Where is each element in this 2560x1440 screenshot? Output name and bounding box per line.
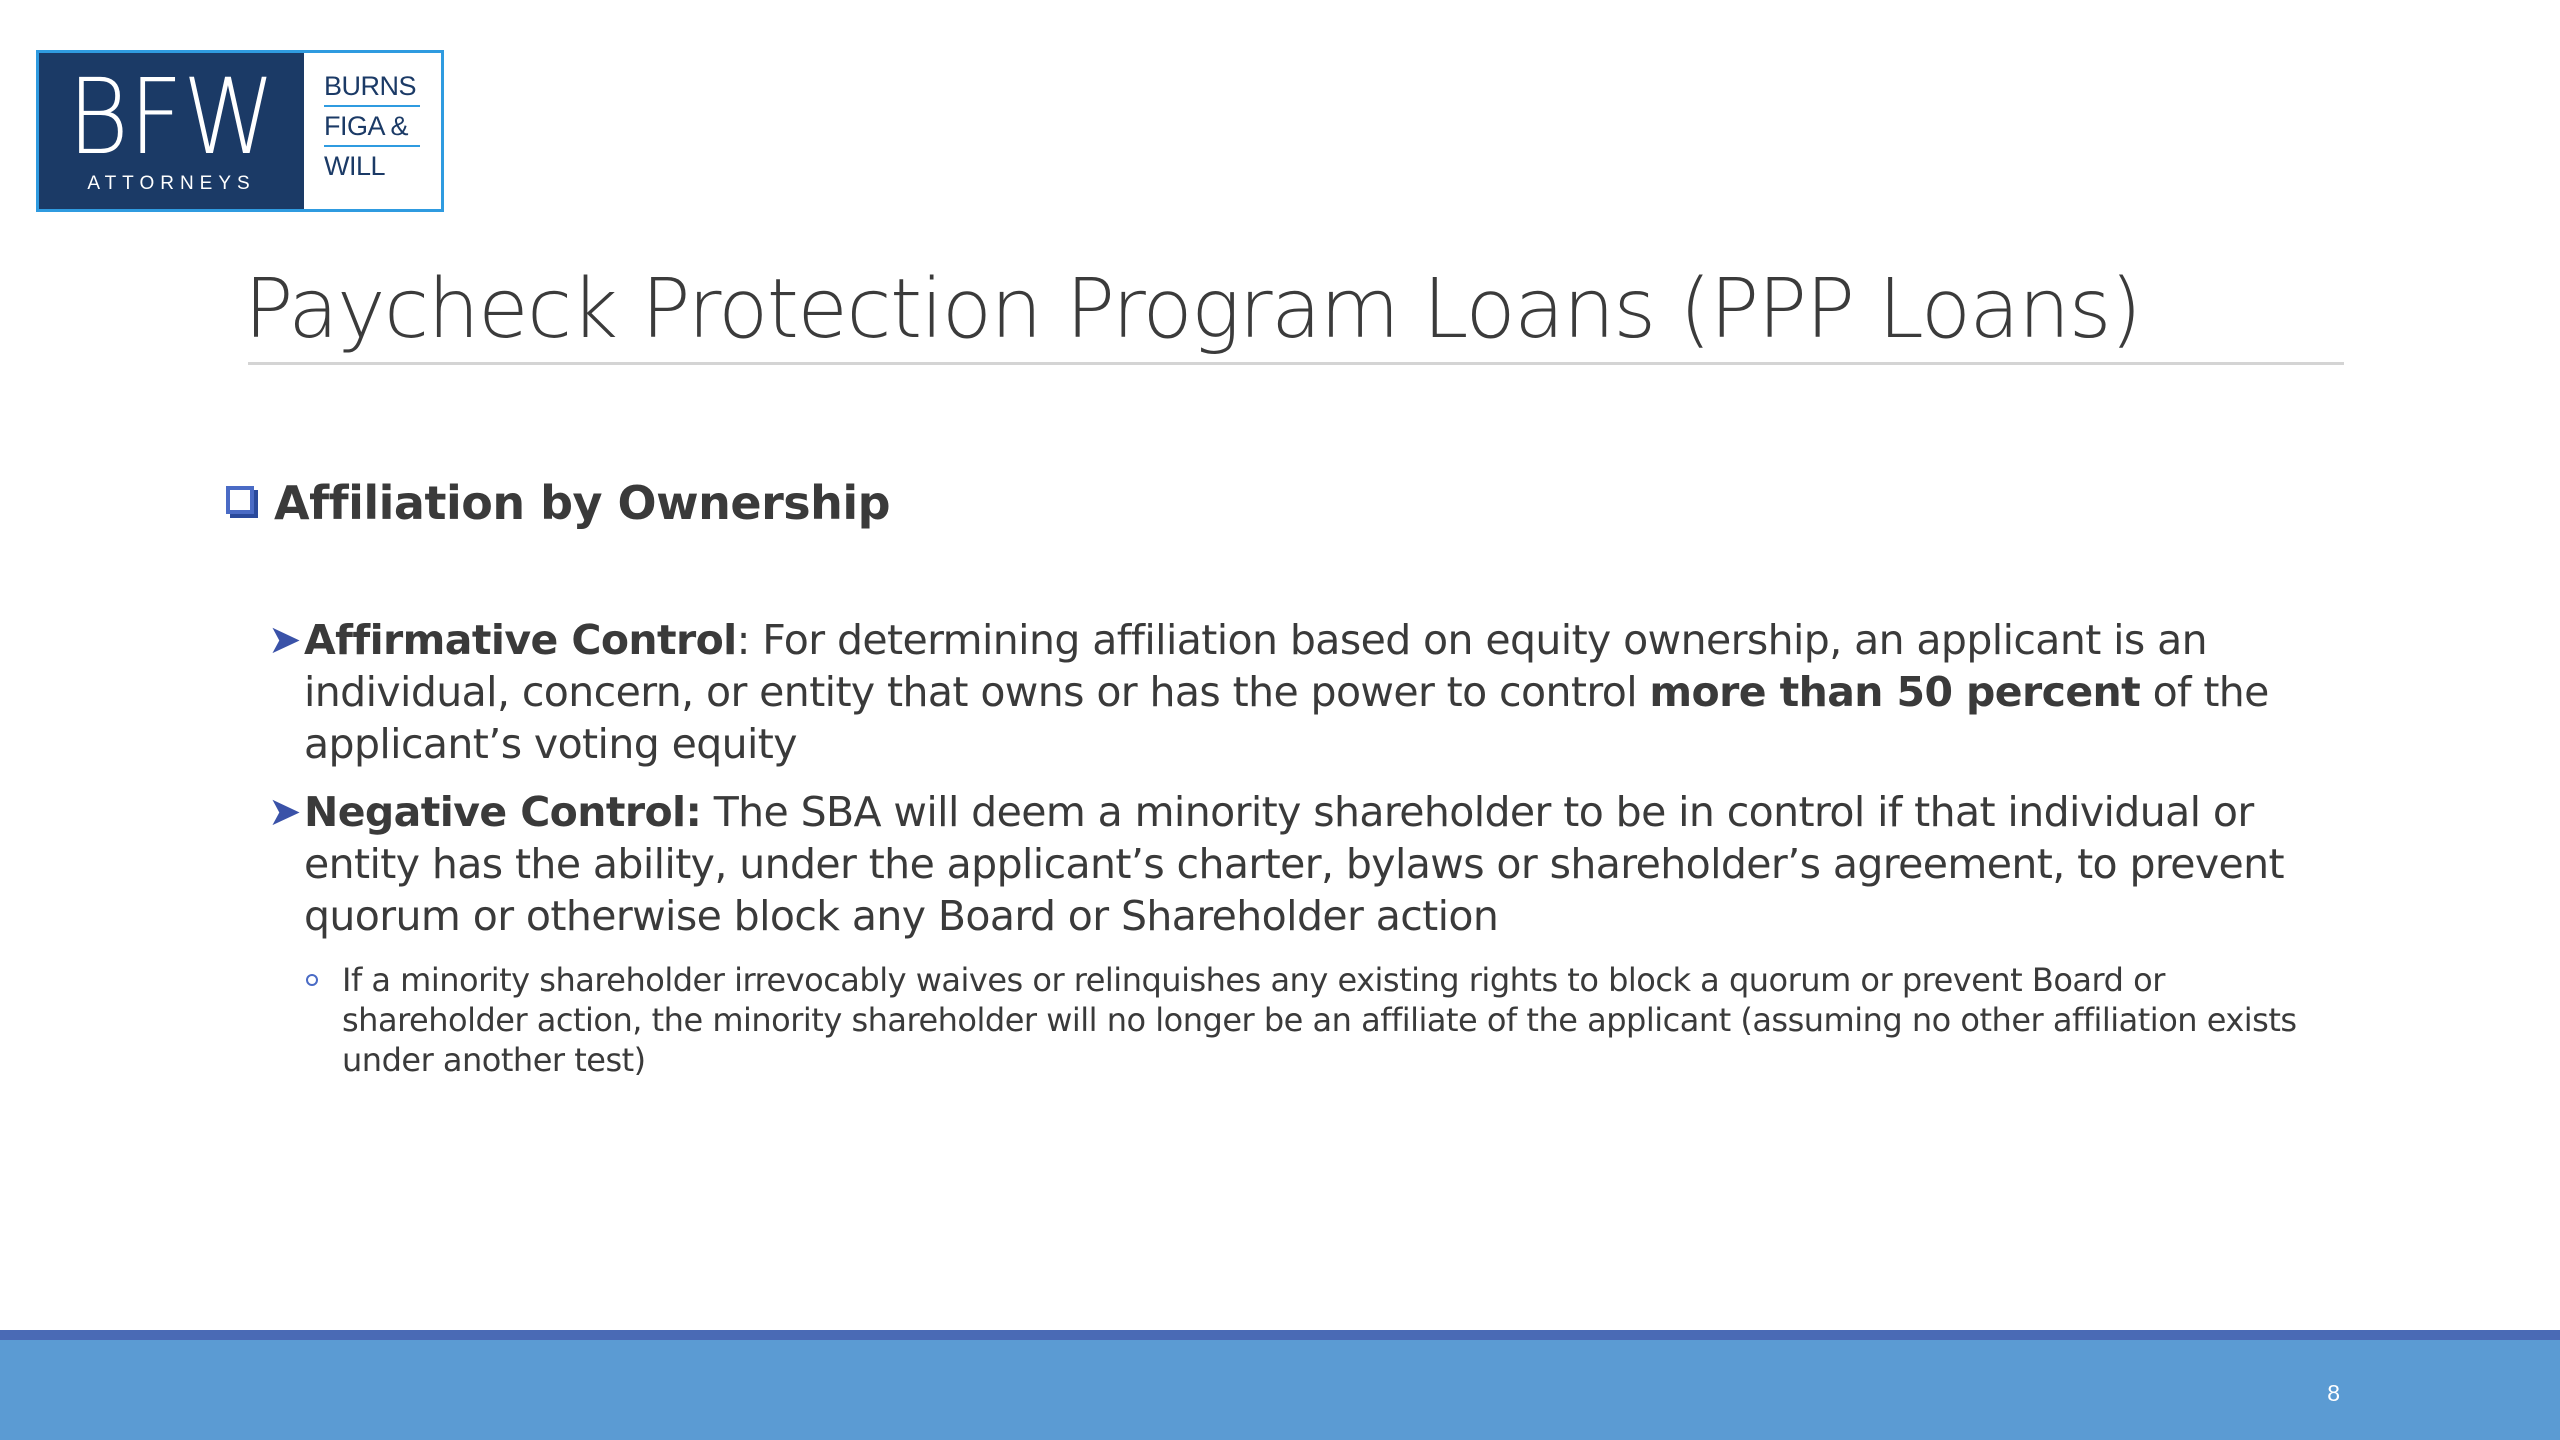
slide-title: Paycheck Protection Program Loans (PPP Loans) [244,262,2141,357]
bullet-negative-control [268,786,2358,942]
logo-mark [39,53,304,209]
logo-letters: BFW [67,56,276,178]
bullet-label: Negative Control: [304,788,702,836]
arrow-bullet-icon: ➤ [268,789,301,835]
bullet-emphasis: more than 50 percent [1649,668,2141,716]
logo-word-will: WILL [324,151,386,181]
bullet-label: Affirmative Control [304,616,737,664]
firm-logo [36,50,444,212]
section-heading: Affiliation by Ownership [274,476,891,530]
circle-bullet-icon [306,974,318,986]
logo-word-figa: FIGA & [324,107,420,147]
footer-bar [0,1340,2560,1440]
title-divider [248,362,2344,365]
bullet-text [304,786,2358,942]
bullet-affirmative-control [268,614,2358,770]
bullet-body-end: of the applicant’s voting equity [304,668,2269,768]
footer-accent-line [0,1330,2560,1340]
section-heading-row [226,476,890,530]
sub-bullet-text: If a minority shareholder irrevocably waives or relinquishes any existing rights to block a quorum or prevent Board or shareholder action, the minority shareholder will no longer be an affiliate of the applicant (assuming no other affiliation exists under another test) [342,961,2297,1079]
logo-wordmark [304,53,441,209]
arrow-bullet-icon: ➤ [268,617,301,663]
logo-subtitle: ATTORNEYS [87,173,256,194]
square-bullet-icon [226,486,254,514]
logo-word-burns: BURNS [324,67,420,107]
sub-bullet-waiver [306,960,2336,1080]
bullet-body: : For determining affiliation based on equity ownership, an applicant is an individual, concern, or entity that owns or has the power to control [304,616,2208,716]
page-number: 8 [2327,1380,2340,1406]
bullet-body: The SBA will deem a minority shareholder to be in control if that individual or entity has the ability, under the applicant’s charter, bylaws or shareholder’s agreement, to prevent quorum or otherwise block any Board or Shareholder action [304,788,2285,940]
bullet-text [304,614,2358,770]
